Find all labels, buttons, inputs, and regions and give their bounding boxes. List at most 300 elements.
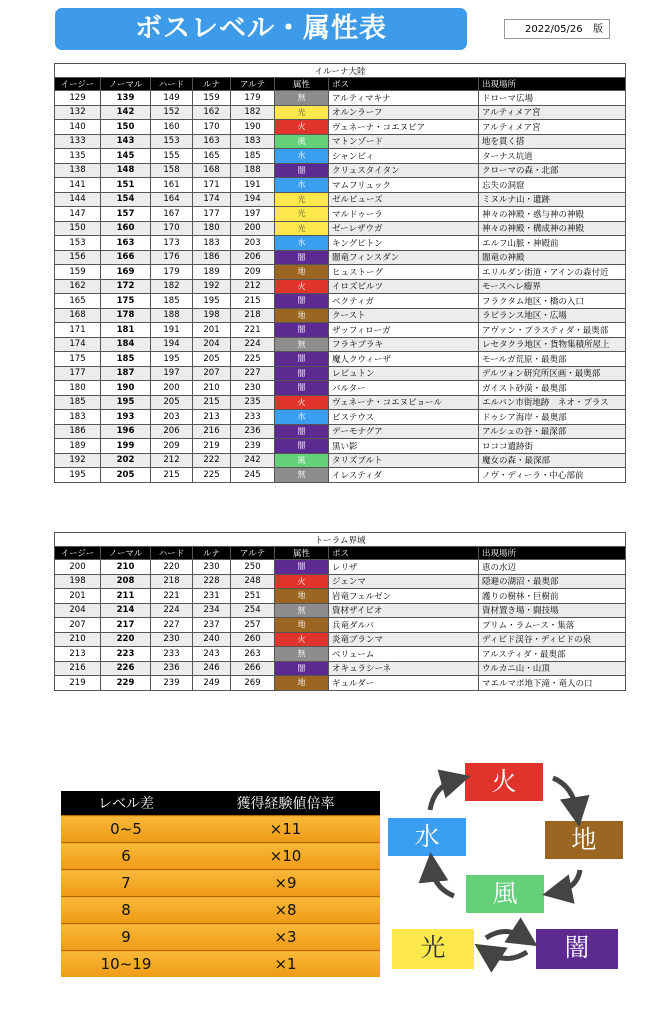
boss-name-cell: フラキブラキ [329, 337, 479, 352]
table-row [55, 265, 626, 280]
level-cell: 177 [55, 366, 101, 381]
location-cell: エリルダン街道・アインの森付近 [479, 265, 626, 280]
element-cell: 火 [275, 574, 329, 589]
exp-row [61, 843, 380, 870]
exp-row [61, 870, 380, 897]
level-cell: 168 [55, 308, 101, 323]
location-cell: ドゥシア海岸・最奥部 [479, 410, 626, 425]
multiplier-cell: ×11 [191, 816, 380, 843]
boss-name-cell: マトンゾード [329, 134, 479, 149]
column-header: ハード [151, 547, 193, 560]
level-cell: 168 [193, 163, 231, 178]
boss-name-cell: ゼルビューズ [329, 192, 479, 207]
level-cell: 204 [55, 603, 101, 618]
level-cell: 162 [55, 279, 101, 294]
level-cell: 243 [193, 647, 231, 662]
level-cell: 205 [151, 395, 193, 410]
level-cell: 156 [55, 250, 101, 265]
location-cell: 隠避の湖沼・最奥部 [479, 574, 626, 589]
column-header: ボス [329, 78, 479, 91]
element-cell: 闇 [275, 163, 329, 178]
table-row [55, 410, 626, 425]
level-cell: 225 [193, 468, 231, 483]
level-cell: 207 [55, 618, 101, 633]
level-cell: 159 [193, 91, 231, 106]
element-cell: 無 [275, 603, 329, 618]
level-cell: 194 [231, 192, 275, 207]
level-cell: 141 [55, 178, 101, 193]
level-cell: 221 [151, 589, 193, 604]
level-cell: 183 [193, 236, 231, 251]
level-cell: 164 [151, 192, 193, 207]
boss-name-cell: アルティマキナ [329, 91, 479, 106]
table-row [55, 308, 626, 323]
level-cell: 184 [101, 337, 151, 352]
boss-name-cell: ベクティガ [329, 294, 479, 309]
boss-name-cell: マムフリュック [329, 178, 479, 193]
level-cell: 179 [231, 91, 275, 106]
level-cell: 195 [55, 468, 101, 483]
level-cell: 152 [151, 105, 193, 120]
level-cell: 183 [231, 134, 275, 149]
location-cell: フラクタム地区・橋の入口 [479, 294, 626, 309]
boss-name-cell: オキュラシーネ [329, 661, 479, 676]
level-cell: 220 [151, 560, 193, 575]
level-cell: 203 [231, 236, 275, 251]
table-row [55, 163, 626, 178]
level-cell: 219 [193, 439, 231, 454]
level-cell: 200 [151, 381, 193, 396]
level-cell: 188 [231, 163, 275, 178]
boss-name-cell: バルター [329, 381, 479, 396]
level-cell: 236 [231, 424, 275, 439]
exp-multiplier-table [61, 791, 380, 977]
level-cell: 182 [231, 105, 275, 120]
level-cell: 149 [151, 91, 193, 106]
level-cell: 233 [231, 410, 275, 425]
level-cell: 217 [101, 618, 151, 633]
table-row [55, 439, 626, 454]
exp-header-level-diff: レベル差 [61, 791, 191, 816]
level-cell: 224 [231, 337, 275, 352]
level-cell: 139 [101, 91, 151, 106]
element-cell: 水 [275, 149, 329, 164]
boss-name-cell: 資材ザイビオ [329, 603, 479, 618]
level-cell: 147 [55, 207, 101, 222]
element-cell: 地 [275, 589, 329, 604]
level-cell: 185 [55, 395, 101, 410]
level-cell: 233 [151, 647, 193, 662]
element-cell: 火 [275, 632, 329, 647]
level-cell: 163 [193, 134, 231, 149]
boss-name-cell: マルドゥーラ [329, 207, 479, 222]
level-cell: 129 [55, 91, 101, 106]
table-row [55, 453, 626, 468]
level-cell: 190 [231, 120, 275, 135]
multiplier-cell: ×3 [191, 924, 380, 951]
element-cell: 風 [275, 453, 329, 468]
level-cell: 179 [151, 265, 193, 280]
level-cell: 158 [151, 163, 193, 178]
table-row [55, 221, 626, 236]
element-cell: 地 [275, 676, 329, 691]
level-cell: 135 [55, 149, 101, 164]
element-cell: 闇 [275, 323, 329, 338]
level-cell: 153 [55, 236, 101, 251]
level-cell: 215 [151, 468, 193, 483]
boss-name-cell: ジェンマ [329, 574, 479, 589]
element-cell: 闇 [275, 381, 329, 396]
location-cell: クローマの森・北部 [479, 163, 626, 178]
boss-name-cell: ピステウス [329, 410, 479, 425]
level-cell: 176 [151, 250, 193, 265]
boss-name-cell: キングピトン [329, 236, 479, 251]
multiplier-cell: ×1 [191, 951, 380, 978]
level-cell: 251 [231, 589, 275, 604]
level-cell: 206 [151, 424, 193, 439]
element-cell: 火 [275, 120, 329, 135]
element-cell: 風 [275, 134, 329, 149]
boss-name-cell: レビュトン [329, 366, 479, 381]
level-cell: 182 [151, 279, 193, 294]
level-cell: 227 [231, 366, 275, 381]
boss-name-cell: イロズビルツ [329, 279, 479, 294]
cycle-arrows [380, 760, 630, 975]
level-cell: 178 [101, 308, 151, 323]
level-cell: 185 [231, 149, 275, 164]
location-cell: エルバン市街地跡 ネオ・プラス [479, 395, 626, 410]
level-cell: 234 [193, 603, 231, 618]
location-cell: ノヴ・ディーラ・中心部前 [479, 468, 626, 483]
level-cell: 195 [151, 352, 193, 367]
level-cell: 153 [151, 134, 193, 149]
level-cell: 220 [101, 632, 151, 647]
table-row [55, 105, 626, 120]
boss-name-cell: 黒い影 [329, 439, 479, 454]
location-cell: アヴァン・プラスティダ・最奥部 [479, 323, 626, 338]
level-cell: 165 [55, 294, 101, 309]
fire-tile: 火 [465, 763, 543, 801]
multiplier-cell: ×10 [191, 843, 380, 870]
table-row [55, 149, 626, 164]
level-cell: 202 [101, 453, 151, 468]
level-cell: 205 [193, 352, 231, 367]
boss-table-iruna [54, 63, 626, 483]
level-cell: 165 [193, 149, 231, 164]
date-suffix: 版 [593, 24, 603, 35]
level-cell: 205 [101, 468, 151, 483]
element-cell: 闇 [275, 352, 329, 367]
level-cell: 174 [55, 337, 101, 352]
level-cell: 201 [193, 323, 231, 338]
location-cell: モースヘレ瘤界 [479, 279, 626, 294]
location-cell: 護りの樹林・巨樹前 [479, 589, 626, 604]
location-cell: ディビド渓谷・ディビドの泉 [479, 632, 626, 647]
level-cell: 172 [101, 279, 151, 294]
level-cell: 150 [55, 221, 101, 236]
level-cell: 235 [231, 395, 275, 410]
level-cell: 213 [55, 647, 101, 662]
level-cell: 170 [151, 221, 193, 236]
table-row [55, 134, 626, 149]
table-row [55, 424, 626, 439]
level-cell: 133 [55, 134, 101, 149]
element-cell: 闇 [275, 250, 329, 265]
level-cell: 239 [151, 676, 193, 691]
level-cell: 204 [193, 337, 231, 352]
level-cell: 190 [101, 381, 151, 396]
level-cell: 245 [231, 468, 275, 483]
location-cell: プリム・ラムース・集落 [479, 618, 626, 633]
element-cell: 無 [275, 647, 329, 662]
boss-name-cell: タリズブルト [329, 453, 479, 468]
level-cell: 170 [193, 120, 231, 135]
boss-name-cell: ヒュストーグ [329, 265, 479, 280]
column-header: ボス [329, 547, 479, 560]
level-cell: 208 [101, 574, 151, 589]
table-row [55, 366, 626, 381]
column-header: ノーマル [101, 78, 151, 91]
level-cell: 171 [193, 178, 231, 193]
level-cell: 144 [55, 192, 101, 207]
level-cell: 154 [101, 192, 151, 207]
level-cell: 192 [55, 453, 101, 468]
element-cell: 闇 [275, 424, 329, 439]
element-cell: 水 [275, 410, 329, 425]
level-cell: 230 [231, 381, 275, 396]
page-title: ボスレベル・属性表 [55, 8, 467, 50]
level-cell: 200 [55, 560, 101, 575]
location-cell: 資材置き場・闘技場 [479, 603, 626, 618]
element-cell: 闇 [275, 439, 329, 454]
level-cell: 206 [231, 250, 275, 265]
location-cell: ロココ遺跡街 [479, 439, 626, 454]
level-cell: 196 [101, 424, 151, 439]
region-title: トーラム界域 [55, 533, 626, 547]
level-cell: 207 [193, 366, 231, 381]
boss-name-cell: オルンラーフ [329, 105, 479, 120]
boss-name-cell: クースト [329, 308, 479, 323]
level-cell: 185 [151, 294, 193, 309]
level-cell: 175 [101, 294, 151, 309]
boss-name-cell: ザッフィローガ [329, 323, 479, 338]
column-header: アルテ [231, 547, 275, 560]
table-row [55, 395, 626, 410]
location-cell: ラビランス地区・広場 [479, 308, 626, 323]
column-header: ルナ [193, 547, 231, 560]
level-cell: 237 [193, 618, 231, 633]
level-cell: 210 [101, 560, 151, 575]
level-cell: 200 [231, 221, 275, 236]
level-cell: 143 [101, 134, 151, 149]
element-cell: 無 [275, 91, 329, 106]
element-cell: 闇 [275, 560, 329, 575]
element-cell: 闇 [275, 366, 329, 381]
level-cell: 266 [231, 661, 275, 676]
table-row [55, 632, 626, 647]
element-cell: 地 [275, 618, 329, 633]
level-cell: 230 [193, 560, 231, 575]
column-header: 出現場所 [479, 78, 626, 91]
level-cell: 226 [101, 661, 151, 676]
location-cell: ウルカニ山・山頂 [479, 661, 626, 676]
table-row [55, 661, 626, 676]
earth-tile: 地 [545, 821, 623, 859]
level-cell: 210 [55, 632, 101, 647]
level-cell: 213 [193, 410, 231, 425]
table-row [55, 352, 626, 367]
arrow-earth-to-wind [557, 870, 580, 892]
level-cell: 203 [151, 410, 193, 425]
level-cell: 145 [101, 149, 151, 164]
arrow-water-to-fire [430, 780, 456, 810]
element-cell: 闇 [275, 294, 329, 309]
level-cell: 218 [231, 308, 275, 323]
level-cell: 151 [101, 178, 151, 193]
table-row [55, 589, 626, 604]
level-cell: 223 [101, 647, 151, 662]
level-cell: 186 [193, 250, 231, 265]
date-text: 2022/05/26 [525, 24, 583, 35]
level-cell: 187 [101, 366, 151, 381]
water-tile: 水 [388, 818, 466, 856]
table-row [55, 337, 626, 352]
level-cell: 240 [193, 632, 231, 647]
level-cell: 160 [151, 120, 193, 135]
column-header: 属性 [275, 78, 329, 91]
level-cell: 188 [151, 308, 193, 323]
level-cell: 189 [55, 439, 101, 454]
boss-name-cell: 岩竜フェルゼン [329, 589, 479, 604]
table-row [55, 560, 626, 575]
level-cell: 181 [101, 323, 151, 338]
level-cell: 138 [55, 163, 101, 178]
location-cell: 恵の水辺 [479, 560, 626, 575]
column-header: ノーマル [101, 547, 151, 560]
level-cell: 180 [55, 381, 101, 396]
level-cell: 249 [193, 676, 231, 691]
level-cell: 210 [193, 381, 231, 396]
location-cell: ガイスト砂漠・最奥部 [479, 381, 626, 396]
level-cell: 254 [231, 603, 275, 618]
table-row [55, 192, 626, 207]
level-cell: 257 [231, 618, 275, 633]
element-cell: 地 [275, 265, 329, 280]
table-row [55, 178, 626, 193]
date-box [504, 19, 610, 39]
location-cell: アルティメア宮 [479, 120, 626, 135]
level-cell: 212 [231, 279, 275, 294]
level-cell: 216 [55, 661, 101, 676]
level-cell: 142 [101, 105, 151, 120]
element-cell: 光 [275, 221, 329, 236]
exp-row [61, 816, 380, 843]
location-cell: マエルマボ地下滝・竜人の口 [479, 676, 626, 691]
level-cell: 224 [151, 603, 193, 618]
element-cell: 無 [275, 337, 329, 352]
table-row [55, 207, 626, 222]
level-diff-cell: 0~5 [61, 816, 191, 843]
wind-tile: 風 [466, 875, 544, 913]
level-diff-cell: 10~19 [61, 951, 191, 978]
table-row [55, 236, 626, 251]
boss-name-cell: 闇竜フィンスダン [329, 250, 479, 265]
multiplier-cell: ×9 [191, 870, 380, 897]
level-cell: 191 [151, 323, 193, 338]
level-cell: 250 [231, 560, 275, 575]
table-row [55, 603, 626, 618]
level-cell: 209 [151, 439, 193, 454]
location-cell: アルティメア宮 [479, 105, 626, 120]
light-tile: 光 [392, 929, 474, 969]
level-diff-cell: 6 [61, 843, 191, 870]
location-cell: モールガ荒原・最奥部 [479, 352, 626, 367]
level-cell: 148 [101, 163, 151, 178]
element-cell: 地 [275, 308, 329, 323]
boss-name-cell: ゼーレザウガ [329, 221, 479, 236]
level-cell: 201 [55, 589, 101, 604]
table-row [55, 294, 626, 309]
dark-tile: 闇 [536, 929, 618, 969]
element-cell: 光 [275, 105, 329, 120]
level-cell: 175 [55, 352, 101, 367]
level-cell: 218 [151, 574, 193, 589]
location-cell: ドローマ広場 [479, 91, 626, 106]
level-diff-cell: 7 [61, 870, 191, 897]
level-cell: 209 [231, 265, 275, 280]
element-cell: 火 [275, 395, 329, 410]
level-cell: 198 [55, 574, 101, 589]
table-row [55, 647, 626, 662]
level-cell: 248 [231, 574, 275, 589]
element-cell: 無 [275, 468, 329, 483]
exp-row [61, 897, 380, 924]
element-cell: 水 [275, 236, 329, 251]
boss-name-cell: デーモナグア [329, 424, 479, 439]
level-cell: 132 [55, 105, 101, 120]
boss-name-cell: ベリューム [329, 647, 479, 662]
exp-header-multiplier: 獲得経験値倍率 [191, 791, 380, 816]
level-cell: 192 [193, 279, 231, 294]
boss-name-cell: クリュスタイタン [329, 163, 479, 178]
level-cell: 171 [55, 323, 101, 338]
column-header: イージー [55, 78, 101, 91]
level-cell: 159 [55, 265, 101, 280]
level-cell: 163 [101, 236, 151, 251]
level-cell: 191 [231, 178, 275, 193]
level-cell: 186 [55, 424, 101, 439]
column-header: 出現場所 [479, 547, 626, 560]
boss-table-toram [54, 532, 626, 691]
level-cell: 230 [151, 632, 193, 647]
table-row [55, 676, 626, 691]
level-cell: 263 [231, 647, 275, 662]
level-cell: 242 [231, 453, 275, 468]
boss-name-cell: ギュルダー [329, 676, 479, 691]
table-row [55, 468, 626, 483]
level-cell: 197 [151, 366, 193, 381]
element-cell: 光 [275, 192, 329, 207]
level-cell: 199 [101, 439, 151, 454]
table-row [55, 279, 626, 294]
arrow-light-to-dark [486, 932, 525, 939]
element-cell: 光 [275, 207, 329, 222]
column-header: 属性 [275, 547, 329, 560]
exp-row [61, 951, 380, 978]
level-cell: 193 [101, 410, 151, 425]
level-cell: 198 [193, 308, 231, 323]
level-cell: 173 [151, 236, 193, 251]
